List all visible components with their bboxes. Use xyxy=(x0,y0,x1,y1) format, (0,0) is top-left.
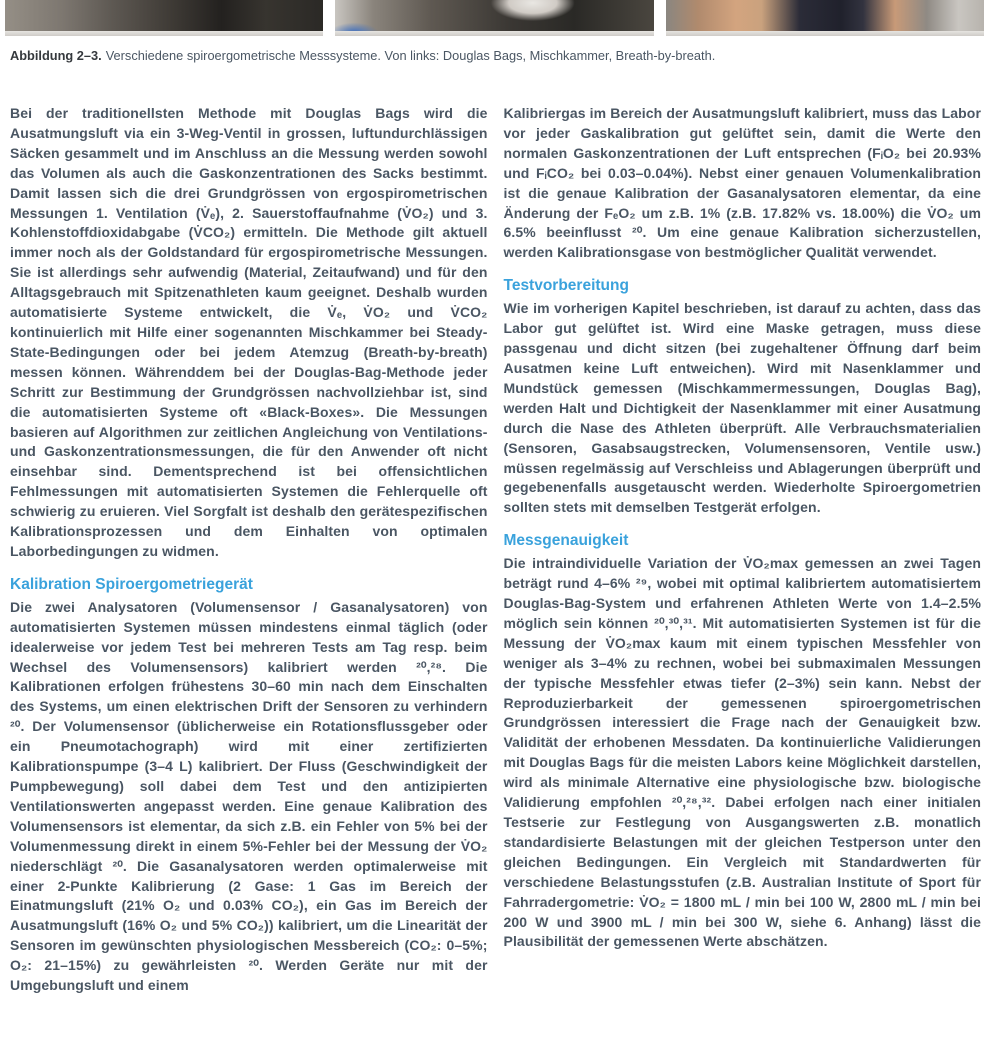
paragraph-kalibration-continued: Kalibriergas im Bereich der Ausatmungsluft kalibriert, muss das Labor vor jeder Gaskalibration gut gelüftet sein, damit die Werte den normalen Gaskonzentrationen der Luft entsprechen (FᵢO₂ bei 20.93% und FᵢCO₂ bei 0.03–0.04%). Nebst einer genauen Volumenkalibration ist die genaue Kalibration der Gasanalysatoren elementar, da eine Änderung der FₑO₂ um z.B. 1% (z.B. 17.82% vs. 18.00%) die V̇O₂ um 6.5% beeinflusst ²⁰. Um eine genaue Kalibration sicherzustellen, werden Kalibrationsgase von bestmöglicher Qualität verwendet. xyxy=(503,105,981,261)
mischkammer-photo xyxy=(335,0,653,36)
douglas-bags-photo xyxy=(5,0,323,36)
section-heading-testvorbereitung: Testvorbereitung xyxy=(503,277,629,295)
figure-caption-text: Verschiedene spiroergometrische Messsysteme. Von links: Douglas Bags, Mischkammer, Breath-by-breath. xyxy=(105,48,716,63)
figure-caption xyxy=(0,47,989,64)
section-heading-kalibration: Kalibration Spiroergometriegerät xyxy=(10,575,253,593)
breath-by-breath-photo xyxy=(666,0,984,36)
right-column xyxy=(504,104,982,996)
figure-caption-label: Abbildung 2–3. xyxy=(10,48,102,63)
paragraph-messgenauigkeit: Die intraindividuelle Variation der V̇O₂max gemessen an zwei Tagen beträgt rund 4–6% ²⁹, wobei mit optimal kalibriertem automatisiertem Douglas-Bag-System und erfahrenen Athleten Werte von 1.4–2.5% möglich sein können ²⁰,³⁰,³¹. Mit automatisierten Systemen ist für die Messung der V̇O₂max kaum mit einem typischen Messfehler von weniger als 3–4% zu rechnen, wobei bei submaximalen Messungen der typische Messfehler etwas tiefer (2–3%) sein kann. Nebst der Reproduzierbarkeit der gemessenen spiroergometrischen Grundgrössen interessiert die Frage nach der Genauigkeit bzw. Validität der erhobenen Messdaten. Da kontinuierliche Validierungen mit Douglas Bags für die meisten Labors keine Möglichkeit darstellen, wird als minimale Alternative eine physiologische bzw. biologische Validierung empfohlen ²⁰,²⁸,³². Dabei erfolgen nach einer initialen Testserie zur Festlegung von Ausgangswerten z.B. monatlich standardisierte Belastungen mit der gleichen Testperson unter den gleichen Bedingungen. Ein Vergleich mit Standardwerten für verschiedene Belastungsstufen (z.B. Australian Institute of Sport für Fahrradergometrie: V̇O₂ = 1800 mL / min bei 100 W, 2800 mL / min bei 200 W und 3900 mL / min bei 300 W, siehe 6. Anhang) lässt die Plausibilität der gemessenen Werte abschätzen. xyxy=(503,555,981,950)
section-heading-messgenauigkeit: Messgenauigkeit xyxy=(503,532,629,550)
left-column xyxy=(10,104,488,996)
text-columns xyxy=(0,104,989,996)
paragraph-douglas-bag-method: Bei der traditionellsten Methode mit Douglas Bags wird die Ausatmungsluft via ein 3-Weg-Ventil in grossen, luftundurchlässigen Säcken gesammelt und im Anschluss an die Messung werden sowohl das Volumen als auch die Gaskonzentrationen des Sacks bestimmt. Damit lassen sich die drei Grundgrössen von ergospirometrischen Messungen 1. Ventilation (V̇ₑ), 2. Sauerstoffaufnahme (V̇O₂) und 3. Kohlenstoffdioxidabgabe (V̇CO₂) ermitteln. Die Methode gilt aktuell immer noch als der Goldstandard für ergospirometrische Messungen. Sie ist allerdings sehr aufwendig (Material, Zeitaufwand) und für den Alltagsgebrauch mit Spitzenathleten kaum geeignet. Deshalb wurden automatisierte Systeme entwickelt, die V̇ₑ, V̇O₂ und V̇CO₂ kontinuierlich mit Hilfe einer sogenannten Mischkammer bei Steady-State-Bedingungen oder bei jedem Atemzug (Breath-by-breath) messen können. Währenddem bei der Douglas-Bag-Methode jeder Schritt zur Bestimmung der Grundgrössen nachvollziehbar ist, sind die automatisierten Systeme oft «Black-Boxes». Die Messungen basieren auf Algorithmen zur zeitlichen Angleichung von Ventilations- und Gaskonzentrationsmessungen, die für den Anwender oft nicht einsehbar sind. Dementsprechend ist bei offensichtlichen Fehlmessungen mit automatisierten Systemen die Fehlerquelle oft schwierig zu eruieren. Viel Sorgfalt ist deshalb den gerätespezifischen Kalibrationsprozessen und dem Einhalten von optimalen Laborbedingungen zu widmen. xyxy=(10,105,488,559)
figure-photo-row xyxy=(0,0,989,36)
paragraph-kalibration: Die zwei Analysatoren (Volumensensor / Gasanalysatoren) von automatisierten Systemen müssen mindestens einmal täglich (oder idealerweise vor jedem Test bei mehreren Tests am Tag resp. beim Wechsel des Volumensensors) kalibriert werden ²⁰,²⁸. Die Kalibrationen erfolgen frühestens 30–60 min nach dem Einschalten des Systems, um einen elektrischen Drift der Sensoren zu verhindern ²⁰. Der Volumensensor (üblicherweise ein Rotationsflussgeber oder ein Pneumotachograph) wird mit einer zertifizierten Kalibrationspumpe (3–4 L) kalibriert. Der Fluss (Geschwindigkeit der Pumpbewegung) soll dabei dem Test und den antizipierten Ventilationswerten angepasst werden. Eine genaue Kalibration des Volumensensors ist elementar, da sich z.B. ein Fehler von 5% bei der Volumenmessung direkt in einem 5%-Fehler bei der Messung der V̇O₂ niederschlägt ²⁰. Die Gasanalysatoren werden optimalerweise mit einer 2-Punkte Kalibrierung (2 Gase: 1 Gas im Bereich der Einatmungsluft (21% O₂ und 0.03% CO₂), ein Gas im Bereich der Ausatmungsluft (16% O₂ und 5% CO₂)) kalibriert, um die Linearität der Sensoren im gewünschten physiologischen Messbereich (CO₂: 0–5%; O₂: 21–15%) zu gewährleisten ²⁰. Werden Geräte nur mit der Umgebungsluft und einem xyxy=(10,598,488,994)
paragraph-testvorbereitung: Wie im vorherigen Kapitel beschrieben, ist darauf zu achten, dass das Labor gut gelüftet ist. Wird eine Maske getragen, muss diese passgenau und dicht sitzen (bei zugehaltener Öffnung darf beim Ausatmen keine Luft entweichen). Wird mit Nasenklammer und Mundstück gemessen (Mischkammermessungen, Douglas Bag), werden Halt und Dichtigkeit der Nasenklammer mit einer Ausatmung durch die Nase des Athleten überprüft. Alle Verbrauchsmaterialien (Sensoren, Gasabsaugstrecken, Volumensensoren, Ventile usw.) müssen regelmässig auf Verschleiss und Ablagerungen überprüft und gegebenenfalls ausgetauscht werden. Wiederholte Spiroergometrien sollten stets mit demselben Testgerät erfolgen. xyxy=(503,300,981,516)
